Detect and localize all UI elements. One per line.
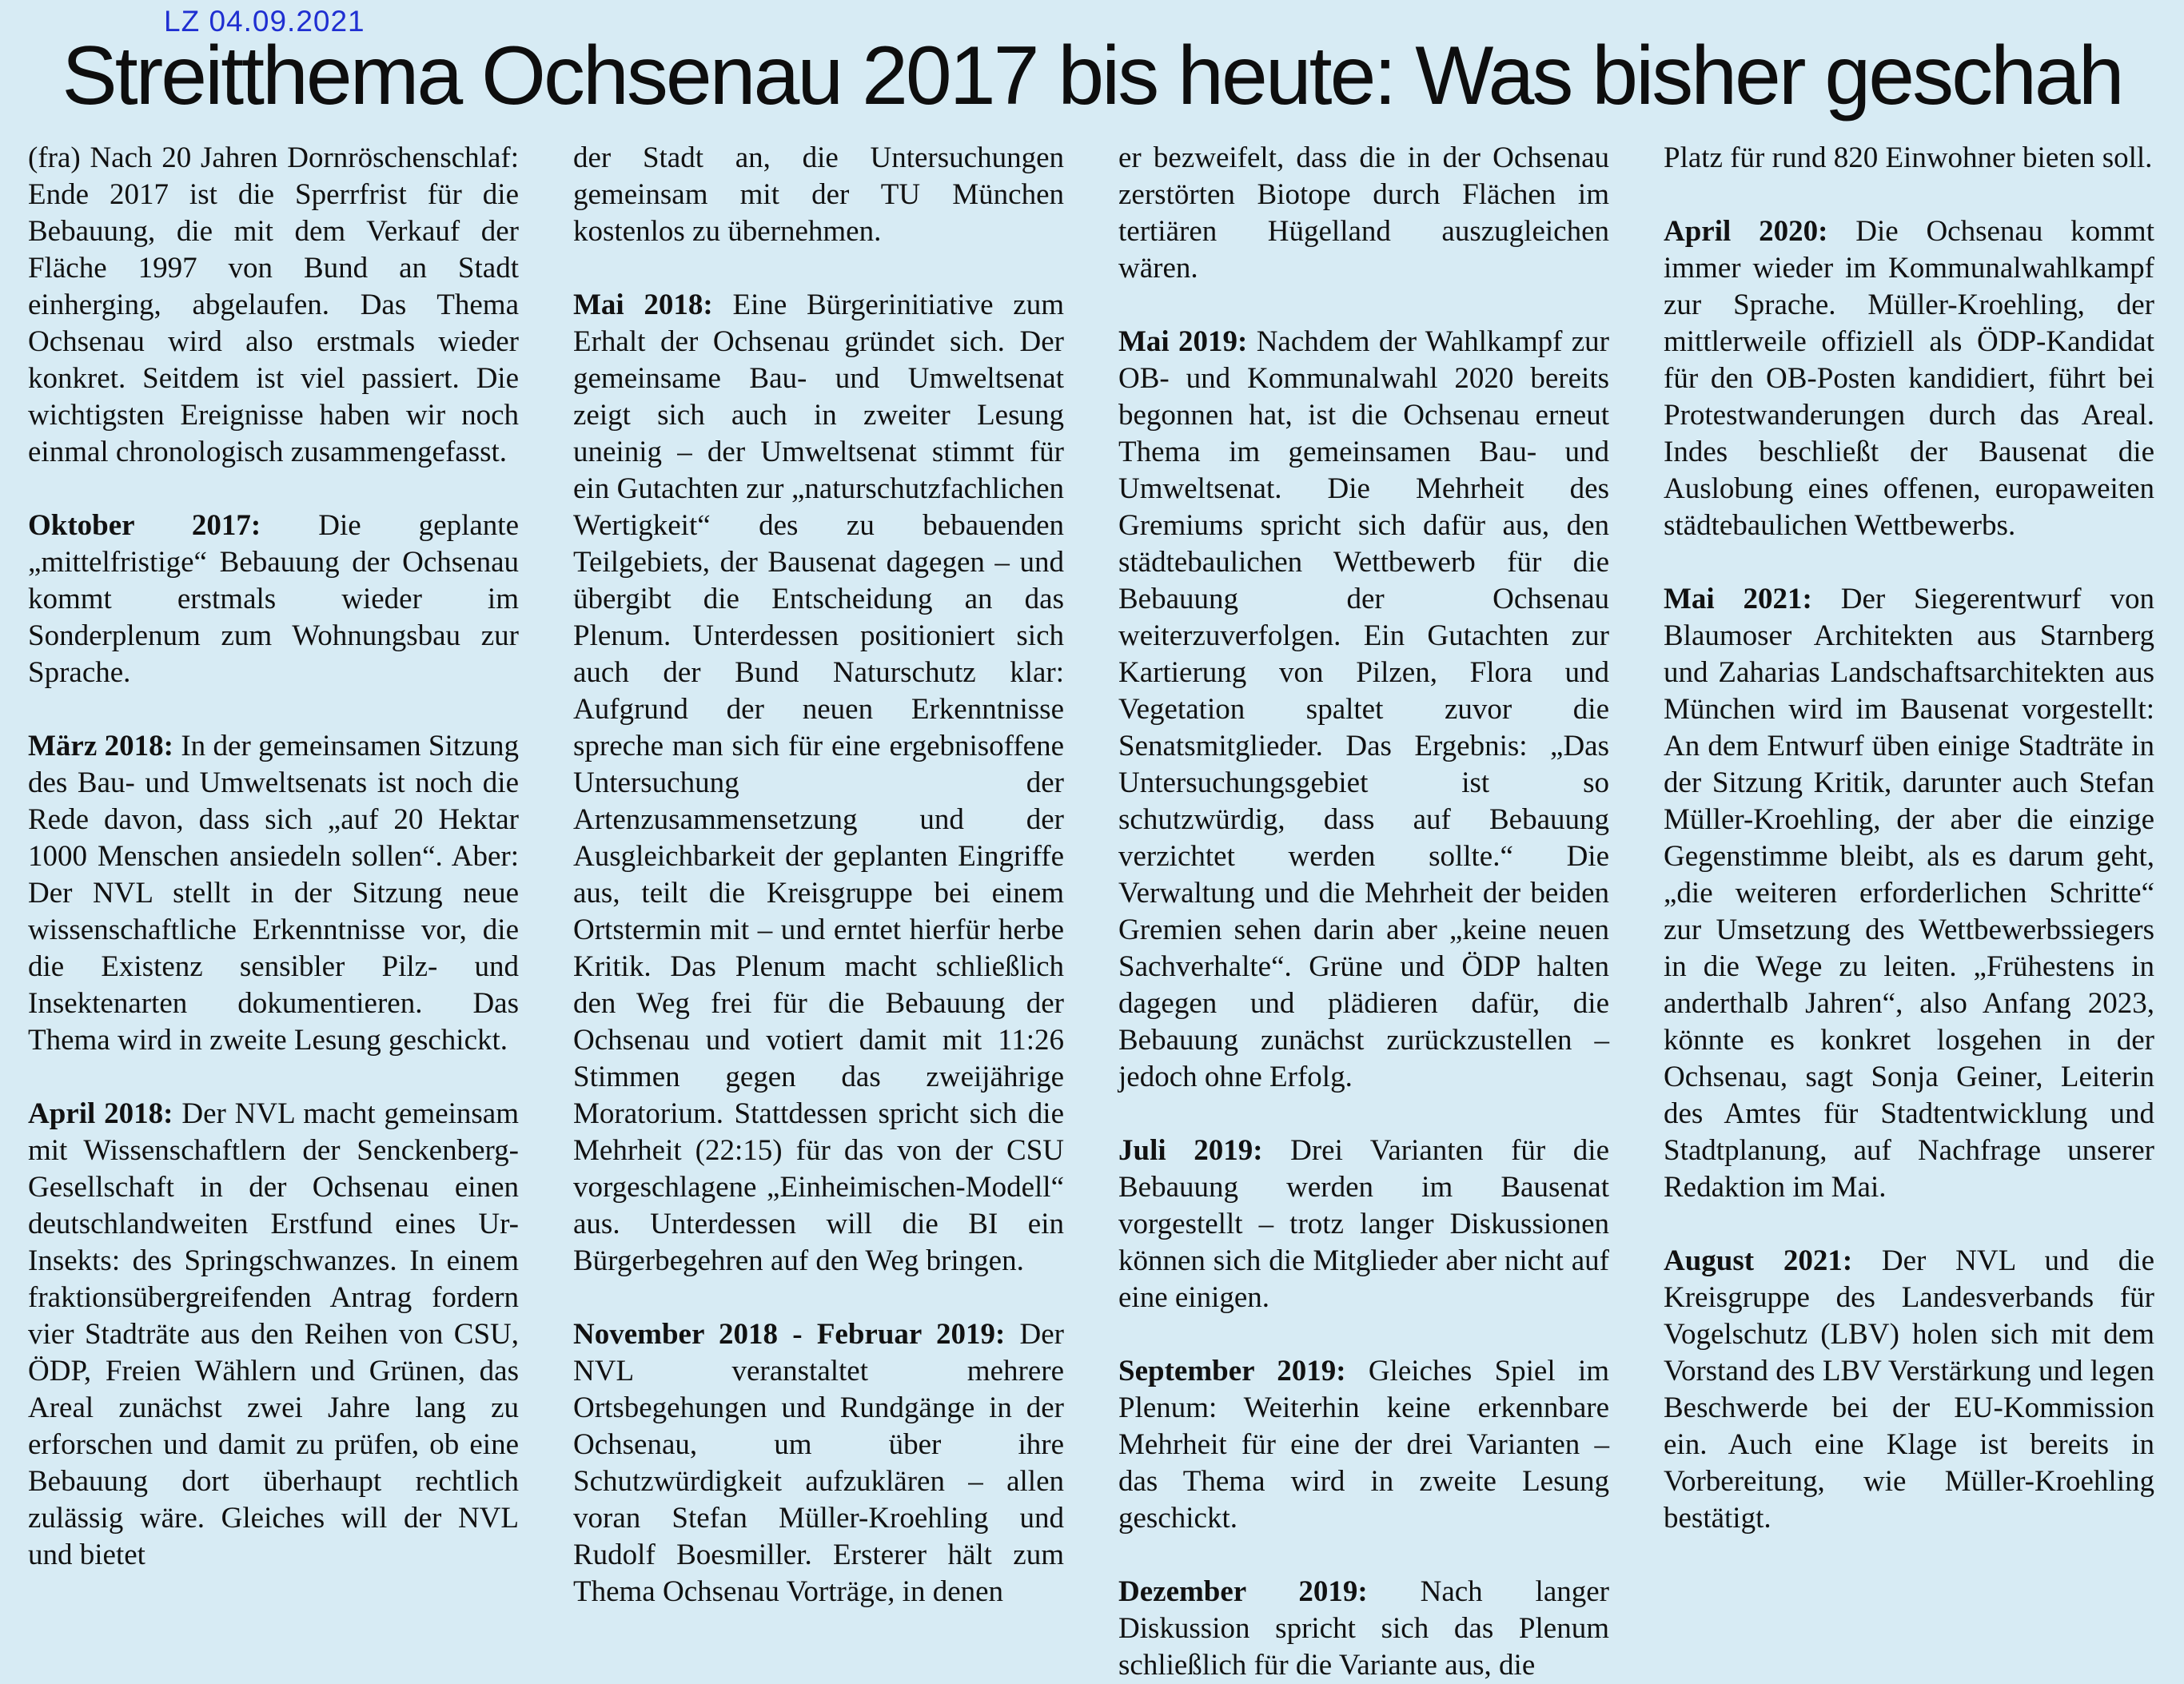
paragraph-text: Platz für rund 820 Einwohner bieten soll. <box>1664 141 2153 174</box>
paragraph-text: Nach langer Diskussion spricht sich das Plenum schließlich für die Variante aus, die <box>1118 1575 1609 1682</box>
headline: Streitthema Ochsenau 2017 bis heute: Was bisher geschah <box>62 30 2122 122</box>
paragraph <box>1118 1574 1609 1684</box>
paragraph-label: April 2018: <box>28 1097 173 1130</box>
paragraph <box>1664 213 2154 544</box>
paragraph <box>1118 1133 1609 1316</box>
paragraph <box>1118 1353 1609 1537</box>
paragraph-text: Der Siegerentwurf von Blaumoser Architekten aus Starnberg und Zaharias Landschaftsarchitekten aus München wird im Bausenat vorgestellt: An dem Entwurf üben einige Stadträte in der Sitzung Kritik, darunter auch Stefan Müller-Kroehling, der aber die einzige Gegenstimme bleibt, als es darum geht, „die weiteren erforderlichen Schritte“ zur Umsetzung des Wettbewerbssiegers in die Wege zu leiten. „Frühestens in anderthalb Jahren“, also Anfang 2023, könnte es konkret losgehen in der Ochsenau, sagt Sonja Geiner, Leiterin des Amtes für Stadtentwicklung und Stadtplanung, auf Nachfrage unserer Redaktion im Mai. <box>1664 583 2154 1204</box>
paragraph-text: Gleiches Spiel im Plenum: Weiterhin keine erkennbare Mehrheit für eine der drei Varianten – das Thema wird in zweite Lesung geschickt. <box>1118 1355 1609 1535</box>
paragraph-text: Die Ochsenau kommt immer wieder im Kommunalwahlkampf zur Sprache. Müller-Kroehling, der mittlerweile offiziell als ÖDP-Kandidat für den OB-Posten kandidiert, führt bei Protestwanderungen durch das Areal. Indes beschließt der Bausenat die Auslobung eines offenen, europaweiten städtebaulichen Wettbewerbs. <box>1664 215 2154 542</box>
paragraph-text: Der NVL veranstaltet mehrere Ortsbegehungen und Rundgänge in der Ochsenau, um über ihre Schutzwürdigkeit aufzuklären – allen voran Stefan Müller-Kroehling und Rudolf Boesmiller. Ersterer hält zum Thema Ochsenau Vorträge, in denen <box>573 1318 1064 1608</box>
paragraph <box>1664 140 2154 177</box>
paragraph-text: In der gemeinsamen Sitzung des Bau- und Umweltsenats ist noch die Rede davon, dass sich „auf 20 Hektar 1000 Menschen ansiedeln sollen“. Aber: Der NVL stellt in der Sitzung neue wissenschaftliche Erkenntnisse vor, die die Existenz sensibler Pilz- und Insektenarten dokumentieren. Das Thema wird in zweite Lesung geschickt. <box>28 730 519 1057</box>
paragraph-text: Nachdem der Wahlkampf zur OB- und Kommunalwahl 2020 bereits begonnen hat, ist die Ochsenau erneut Thema im gemeinsamen Bau- und Umweltsenat. Die Mehrheit des Gremiums spricht sich dafür aus, den städtebaulichen Wettbewerb für die Bebauung der Ochsenau weiterzuverfolgen. Ein Gutachten zur Kartierung von Pilzen, Flora und Vegetation spaltet zuvor die Senatsmitglieder. Das Ergebnis: „Das Untersuchungsgebiet ist so schutzwürdig, dass auf Bebauung verzichtet werden sollte.“ Die Verwaltung und die Mehrheit der beiden Gremien sehen darin aber „keine neuen Sachverhalte“. Grüne und ÖDP halten dagegen und plädieren dafür, die Bebauung zunächst zurückzustellen – jedoch ohne Erfolg. <box>1118 325 1609 1093</box>
paragraph <box>28 508 519 691</box>
paragraph <box>1118 140 1609 287</box>
column-3 <box>1118 140 1609 1682</box>
paragraph-label: November 2018 - Februar 2019: <box>573 1318 1006 1351</box>
paragraph-label: März 2018: <box>28 730 173 762</box>
paragraph <box>573 287 1064 1280</box>
paragraph-text: (fra) Nach 20 Jahren Dornröschenschlaf: Ende 2017 ist die Sperrfrist für die Bebauung, die mit dem Verkauf der Fläche 1997 von Bund an Stadt einherging, abgelaufen. Das Thema Ochsenau wird also erstmals wieder konkret. Seitdem ist viel passiert. Die wichtigsten Ereignisse haben wir noch einmal chronologisch zusammengefasst. <box>28 141 519 468</box>
paragraph-label: Mai 2021: <box>1664 583 1812 615</box>
paragraph-text: er bezweifelt, dass die in der Ochsenau zerstörten Biotope durch Flächen im tertiären Hügelland auszugleichen wären. <box>1118 141 1609 285</box>
paragraph <box>28 1096 519 1574</box>
source-label: LZ 04.09.2021 <box>164 5 365 38</box>
paragraph <box>1664 1243 2154 1537</box>
article-columns <box>28 140 2154 1682</box>
paragraph-label: Mai 2019: <box>1118 325 1248 358</box>
paragraph-text: Eine Bürgerinitiative zum Erhalt der Ochsenau gründet sich. Der gemeinsame Bau- und Umweltsenat zeigt sich auch in zweiter Lesung uneinig – der Umweltsenat stimmt für ein Gutachten zur „naturschutzfachlichen Wertigkeit“ des zu bebauenden Teilgebiets, der Bausenat dagegen – und übergibt die Entscheidung an das Plenum. Unterdessen positioniert sich auch der Bund Naturschutz klar: Aufgrund der neuen Erkenntnisse spreche man sich für eine ergebnisoffene Untersuchung der Artenzusammensetzung und der Ausgleichbarkeit der geplanten Eingriffe aus, teilt die Kreisgruppe bei einem Ortstermin mit – und erntet hierfür herbe Kritik. Das Plenum macht schließlich den Weg frei für die Bebauung der Ochsenau und votiert damit mit 11:26 Stimmen gegen das zweijährige Moratorium. Stattdessen spricht sich die Mehrheit (22:15) für das von der CSU vorgeschlagene „Einheimischen-Modell“ aus. Unterdessen will die BI ein Bürgerbegehren auf den Weg bringen. <box>573 289 1064 1277</box>
paragraph <box>1664 581 2154 1206</box>
paragraph-label: Mai 2018: <box>573 289 713 321</box>
paragraph-label: August 2021: <box>1664 1244 1853 1277</box>
paragraph-label: Dezember 2019: <box>1118 1575 1368 1608</box>
column-4 <box>1664 140 2154 1634</box>
paragraph-text: der Stadt an, die Untersuchungen gemeinsam mit der TU München kostenlos zu übernehmen. <box>573 141 1064 248</box>
paragraph-label: April 2020: <box>1664 215 1828 248</box>
paragraph-text: Die geplante „mittelfristige“ Bebauung der Ochsenau kommt erstmals wieder im Sonderplenum zum Wohnungsbau zur Sprache. <box>28 509 519 689</box>
paragraph <box>28 728 519 1059</box>
paragraph-label: Juli 2019: <box>1118 1134 1263 1167</box>
column-2 <box>573 140 1064 1634</box>
paragraph-text: Der NVL macht gemeinsam mit Wissenschaftlern der Senckenberg-Gesellschaft in der Ochsenau einen deutschlandweiten Erstfund eines Ur-Insekts: des Springschwanzes. In einem fraktionsübergreifenden Antrag fordern vier Stadträte aus den Reihen von CSU, ÖDP, Freien Wählern und Grünen, das Areal zunächst zwei Jahre lang zu erforschen und damit zu prüfen, ob eine Bebauung dort überhaupt rechtlich zulässig wäre. Gleiches will der NVL und bietet <box>28 1097 520 1571</box>
paragraph <box>28 140 519 471</box>
paragraph-label: Oktober 2017: <box>28 509 261 542</box>
paragraph <box>573 1316 1064 1610</box>
paragraph-text: Drei Varianten für die Bebauung werden im Bausenat vorgestellt – trotz langer Diskussionen können sich die Mitglieder aber nicht auf eine einigen. <box>1118 1134 1609 1314</box>
paragraph-text: Der NVL und die Kreisgruppe des Landesverbands für Vogelschutz (LBV) holen sich mit dem Vorstand des LBV Verstärkung und legen Beschwerde bei der EU-Kommission ein. Auch eine Klage ist bereits in Vorbereitung, wie Müller-Kroehling bestätigt. <box>1664 1244 2154 1535</box>
paragraph <box>1118 324 1609 1096</box>
paragraph-label: September 2019: <box>1118 1355 1346 1387</box>
column-1 <box>28 140 519 1634</box>
paragraph <box>573 140 1064 250</box>
